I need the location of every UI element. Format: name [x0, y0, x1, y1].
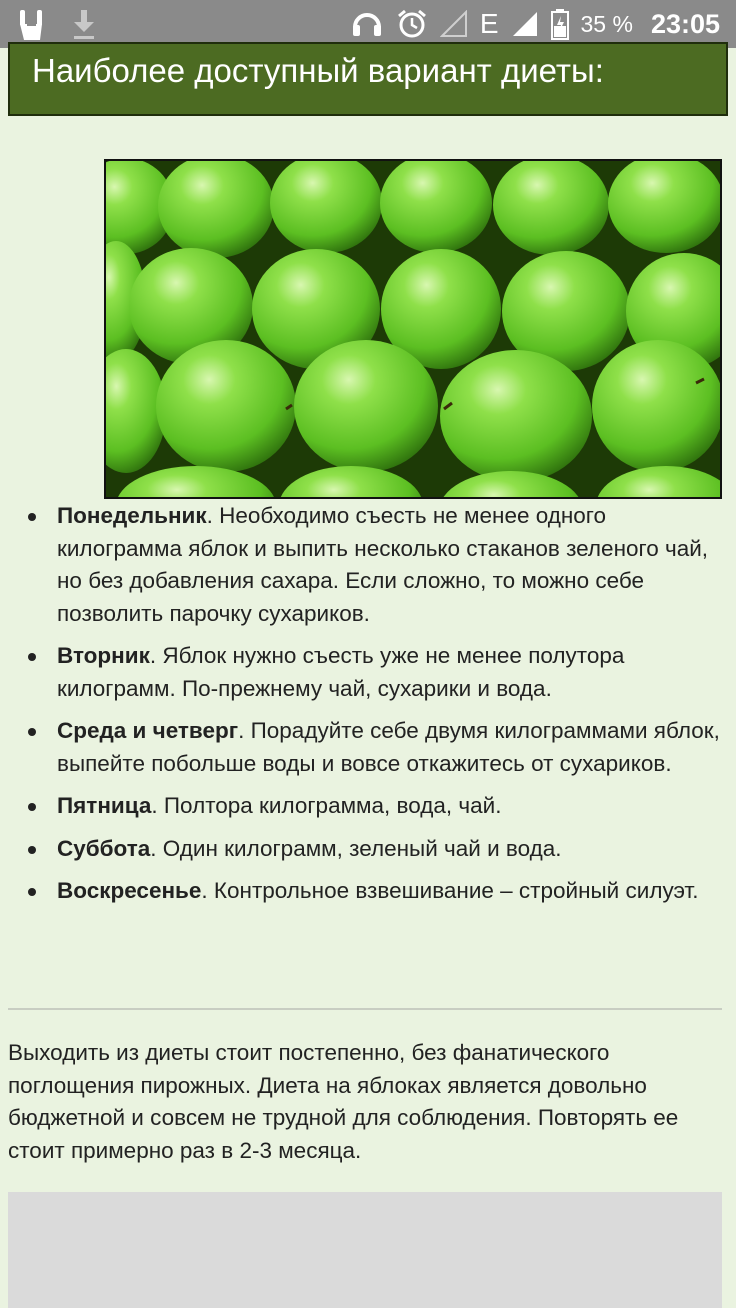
battery-icon	[551, 8, 569, 40]
bullet-icon	[28, 513, 36, 521]
closing-paragraph: Выходить из диеты стоит постепенно, без фанатического поглощения пирожных. Диета на яблоках является довольно бюджетной и совсем не трудной для соблюдения. Повторять ее стоит примерно раз в 2-3 месяца.	[8, 1040, 679, 1163]
bullet-icon	[28, 653, 36, 661]
day-text: . Необходимо съесть не менее одного килограмма яблок и выпить несколько стаканов зеленого чай, но без добавления сахара. Если сложно, то можно себе позволить парочку сухариков.	[57, 503, 709, 626]
list-item	[0, 715, 736, 780]
headset-icon	[350, 7, 384, 41]
divider	[8, 1008, 722, 1010]
list-item	[0, 833, 736, 866]
day-name: Воскресенье	[57, 878, 202, 903]
bullet-icon	[28, 846, 36, 854]
rock-hand-icon	[18, 6, 44, 44]
bullet-icon	[28, 803, 36, 811]
day-text: . Полтора килограмма, вода, чай.	[151, 793, 502, 818]
green-apples-image	[104, 159, 722, 499]
bullet-icon	[28, 888, 36, 896]
clock: 23:05	[650, 8, 720, 39]
day-text: . Яблок нужно съесть уже не менее полутора килограмм. По-прежнему чай, сухарики и вода.	[57, 643, 625, 701]
day-name: Суббота	[57, 835, 151, 861]
battery-percent: 35 %	[580, 10, 633, 37]
signal-full-icon	[511, 10, 539, 38]
day-name: Среда и четверг	[57, 718, 239, 743]
status-bar	[0, 0, 736, 48]
list-item	[0, 640, 736, 705]
list-item	[0, 875, 736, 908]
alarm-icon	[396, 8, 428, 40]
day-name: Вторник	[57, 643, 150, 668]
download-icon	[70, 6, 98, 44]
day-name: Пятница	[57, 793, 152, 818]
signal-empty-icon	[440, 10, 468, 38]
diet-day-list	[0, 500, 736, 918]
day-text: . Контрольное взвешивание – стройный силуэт.	[201, 878, 699, 903]
bullet-icon	[28, 728, 36, 736]
page-title: Наиболее доступный вариант диеты:	[32, 52, 604, 89]
network-e-label: E	[479, 8, 499, 39]
day-name: Понедельник	[57, 503, 207, 528]
list-item	[0, 500, 736, 630]
day-text: . Один килограмм, зеленый чай и вода.	[150, 835, 562, 861]
header-banner	[8, 42, 728, 116]
day-text: . Порадуйте себе двумя килограммами яблок, выпейте побольше воды и вовсе откажитесь от сухариков.	[57, 718, 720, 776]
ad-placeholder	[8, 1192, 722, 1308]
list-item	[0, 790, 736, 823]
